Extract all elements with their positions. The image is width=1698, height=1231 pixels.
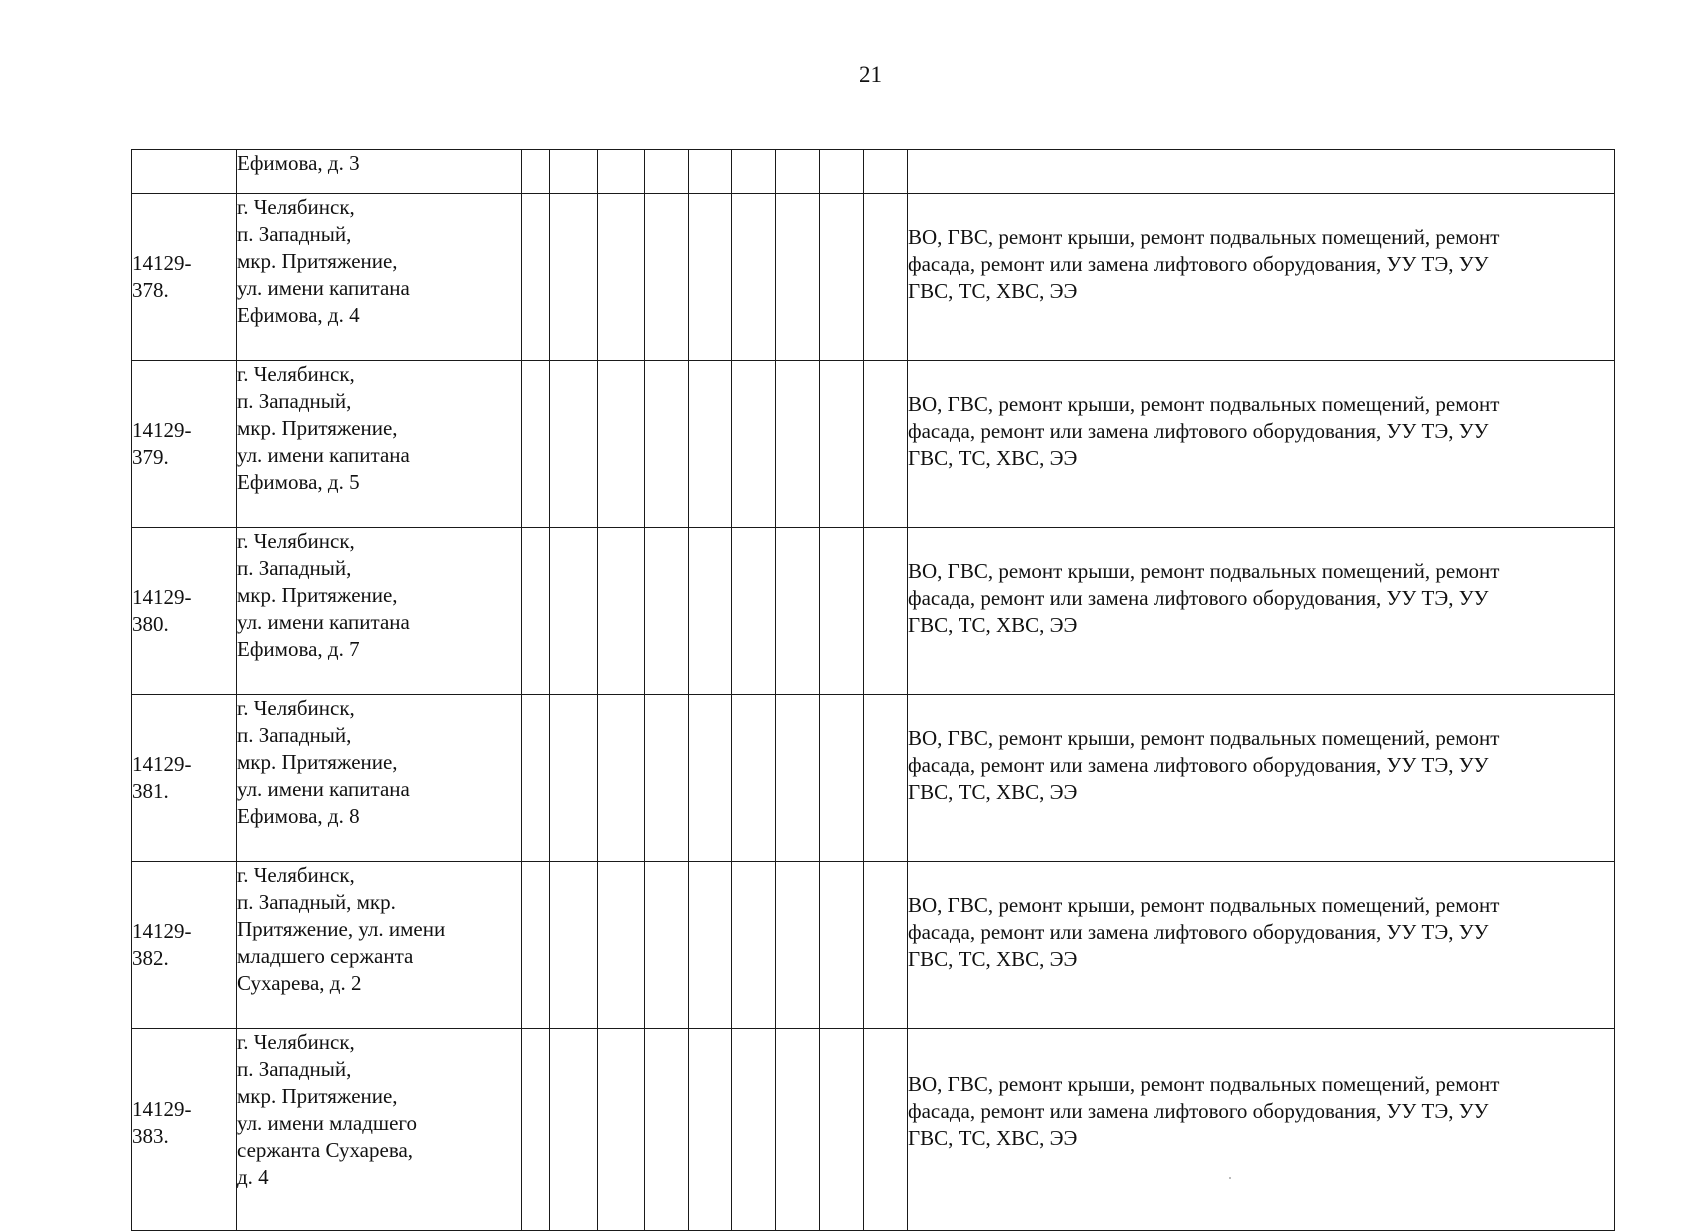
works-line: ГВС, ТС, ХВС, ЭЭ: [908, 1126, 1078, 1150]
works-cell: [908, 150, 1615, 194]
address-line: мкр. Притяжение,: [237, 1084, 398, 1108]
empty-cell: [645, 862, 689, 1029]
empty-cell: [732, 1029, 776, 1231]
works-cell: [908, 194, 1615, 361]
empty-cell: [550, 150, 598, 194]
address-line: п. Западный,: [237, 723, 352, 747]
row-number-line: 14129-: [132, 752, 192, 776]
table-row: [132, 361, 1615, 528]
address-line: ул. имени младшего: [237, 1111, 417, 1135]
address-line: мкр. Притяжение,: [237, 249, 398, 273]
address-cell: [237, 695, 522, 862]
empty-cell: [864, 150, 908, 194]
works-line: фасада, ремонт или замена лифтового оборудования, УУ ТЭ, УУ: [908, 1099, 1489, 1123]
empty-cell: [598, 862, 645, 1029]
empty-cell: [522, 1029, 550, 1231]
address-line: мкр. Притяжение,: [237, 583, 398, 607]
table-row: [132, 194, 1615, 361]
address-line: д. 4: [237, 1165, 269, 1189]
works-line: ВО, ГВС, ремонт крыши, ремонт подвальных помещений, ремонт: [908, 558, 1500, 583]
empty-cell: [820, 1029, 864, 1231]
address-line: Ефимова, д. 5: [237, 470, 360, 494]
empty-cell: [820, 150, 864, 194]
works-line: фасада, ремонт или замена лифтового оборудования, УУ ТЭ, УУ: [908, 418, 1489, 443]
empty-cell: [820, 862, 864, 1029]
row-number-line: 380.: [132, 612, 169, 636]
empty-cell: [820, 695, 864, 862]
address-cell: [237, 361, 522, 528]
empty-cell: [522, 150, 550, 194]
empty-cell: [550, 695, 598, 862]
works-cell: [908, 1029, 1615, 1231]
empty-cell: [776, 1029, 820, 1231]
works-cell: [908, 862, 1615, 1029]
works-line: ВО, ГВС, ремонт крыши, ремонт подвальных помещений, ремонт: [908, 224, 1500, 249]
empty-cell: [645, 695, 689, 862]
empty-cell: [645, 528, 689, 695]
address-cell: [237, 862, 522, 1029]
row-number-line: 382.: [132, 946, 169, 970]
row-number-cell: [132, 695, 237, 862]
row-number-line: 381.: [132, 779, 169, 803]
address-line: ул. имени капитана: [237, 777, 410, 801]
works-cell: [908, 361, 1615, 528]
table-row-continued: [132, 150, 1615, 194]
empty-cell: [522, 528, 550, 695]
empty-cell: [689, 361, 732, 528]
empty-cell: [550, 1029, 598, 1231]
row-number-line: 14129-: [132, 251, 192, 275]
row-number-line: 378.: [132, 278, 169, 302]
works-line: ГВС, ТС, ХВС, ЭЭ: [908, 779, 1078, 804]
empty-cell: [645, 1029, 689, 1231]
empty-cell: [732, 695, 776, 862]
empty-cell: [550, 194, 598, 361]
empty-cell: [550, 361, 598, 528]
works-line: фасада, ремонт или замена лифтового оборудования, УУ ТЭ, УУ: [908, 585, 1489, 610]
address-cell: [237, 528, 522, 695]
empty-cell: [732, 194, 776, 361]
empty-cell: [598, 1029, 645, 1231]
row-number-cell: [132, 361, 237, 528]
row-number-cell: [132, 194, 237, 361]
address-line: ул. имени капитана: [237, 610, 410, 634]
empty-cell: [776, 862, 820, 1029]
works-line: фасада, ремонт или замена лифтового оборудования, УУ ТЭ, УУ: [908, 251, 1489, 276]
empty-cell: [776, 150, 820, 194]
works-line: фасада, ремонт или замена лифтового оборудования, УУ ТЭ, УУ: [908, 752, 1489, 777]
empty-cell: [689, 862, 732, 1029]
address-line: Притяжение, ул. имени: [237, 917, 446, 941]
empty-cell: [598, 361, 645, 528]
empty-cell: [776, 194, 820, 361]
page-number: 21: [859, 62, 882, 87]
works-line: ГВС, ТС, ХВС, ЭЭ: [908, 278, 1078, 303]
address-cell: [237, 150, 522, 194]
address-line: Ефимова, д. 7: [237, 637, 360, 661]
address-line: п. Западный,: [237, 556, 352, 580]
address-line: г. Челябинск,: [237, 696, 355, 720]
empty-cell: [820, 194, 864, 361]
repair-register-table: [131, 149, 1615, 1231]
address-line: ул. имени капитана: [237, 443, 410, 467]
row-number-line: 14129-: [132, 585, 192, 609]
empty-cell: [732, 862, 776, 1029]
empty-cell: [550, 862, 598, 1029]
address-line: п. Западный,: [237, 1057, 352, 1081]
row-number-line: 14129-: [132, 1096, 192, 1121]
empty-cell: [689, 528, 732, 695]
empty-cell: [522, 695, 550, 862]
empty-cell: [864, 361, 908, 528]
works-line: ВО, ГВС, ремонт крыши, ремонт подвальных помещений, ремонт: [908, 725, 1500, 750]
empty-cell: [689, 1029, 732, 1231]
works-line: ГВС, ТС, ХВС, ЭЭ: [908, 445, 1078, 470]
scan-speck: [1229, 1177, 1231, 1179]
empty-cell: [689, 150, 732, 194]
empty-cell: [776, 361, 820, 528]
empty-cell: [864, 1029, 908, 1231]
empty-cell: [776, 528, 820, 695]
empty-cell: [864, 194, 908, 361]
table-row: [132, 862, 1615, 1029]
address-line: сержанта Сухарева,: [237, 1138, 414, 1162]
address-line: г. Челябинск,: [237, 529, 355, 553]
address-line: п. Западный, мкр.: [237, 890, 396, 914]
empty-cell: [598, 150, 645, 194]
address-line: мкр. Притяжение,: [237, 416, 398, 440]
empty-cell: [820, 361, 864, 528]
empty-cell: [550, 528, 598, 695]
empty-cell: [522, 194, 550, 361]
works-line: ВО, ГВС, ремонт крыши, ремонт подвальных помещений, ремонт: [908, 1072, 1500, 1096]
row-number-cell: [132, 150, 237, 194]
address-line: п. Западный,: [237, 389, 352, 413]
works-cell: [908, 528, 1615, 695]
empty-cell: [689, 695, 732, 862]
empty-cell: [776, 695, 820, 862]
address-line: мкр. Притяжение,: [237, 750, 398, 774]
works-line: ГВС, ТС, ХВС, ЭЭ: [908, 946, 1078, 971]
works-line: ГВС, ТС, ХВС, ЭЭ: [908, 612, 1078, 637]
empty-cell: [522, 862, 550, 1029]
address-line: Ефимова, д. 8: [237, 804, 360, 828]
address-cell: [237, 1029, 522, 1231]
empty-cell: [598, 695, 645, 862]
empty-cell: [598, 528, 645, 695]
address-line: г. Челябинск,: [237, 195, 355, 219]
address-line: Ефимова, д. 3: [237, 151, 360, 175]
empty-cell: [732, 361, 776, 528]
row-number-line: 14129-: [132, 418, 192, 442]
table-row: [132, 1029, 1615, 1231]
row-number-line: 14129-: [132, 919, 192, 943]
address-line: ул. имени капитана: [237, 276, 410, 300]
works-line: ВО, ГВС, ремонт крыши, ремонт подвальных помещений, ремонт: [908, 892, 1500, 917]
address-line: г. Челябинск,: [237, 863, 355, 887]
address-line: Сухарева, д. 2: [237, 971, 362, 995]
address-line: младшего сержанта: [237, 944, 414, 968]
empty-cell: [598, 194, 645, 361]
row-number-line: 383.: [132, 1123, 169, 1148]
row-number-line: 379.: [132, 445, 169, 469]
table-row: [132, 695, 1615, 862]
row-number-cell: [132, 528, 237, 695]
empty-cell: [864, 862, 908, 1029]
works-line: ВО, ГВС, ремонт крыши, ремонт подвальных помещений, ремонт: [908, 391, 1500, 416]
empty-cell: [732, 150, 776, 194]
empty-cell: [864, 695, 908, 862]
row-number-cell: [132, 1029, 237, 1231]
table-row: [132, 528, 1615, 695]
address-line: Ефимова, д. 4: [237, 303, 360, 327]
address-cell: [237, 194, 522, 361]
empty-cell: [820, 528, 864, 695]
address-line: г. Челябинск,: [237, 1030, 355, 1054]
address-line: п. Западный,: [237, 222, 352, 246]
empty-cell: [645, 361, 689, 528]
empty-cell: [689, 194, 732, 361]
works-cell: [908, 695, 1615, 862]
empty-cell: [522, 361, 550, 528]
empty-cell: [864, 528, 908, 695]
address-line: г. Челябинск,: [237, 362, 355, 386]
works-line: фасада, ремонт или замена лифтового оборудования, УУ ТЭ, УУ: [908, 919, 1489, 944]
row-number-cell: [132, 862, 237, 1029]
empty-cell: [645, 194, 689, 361]
empty-cell: [645, 150, 689, 194]
table-body: [132, 150, 1615, 1231]
empty-cell: [732, 528, 776, 695]
